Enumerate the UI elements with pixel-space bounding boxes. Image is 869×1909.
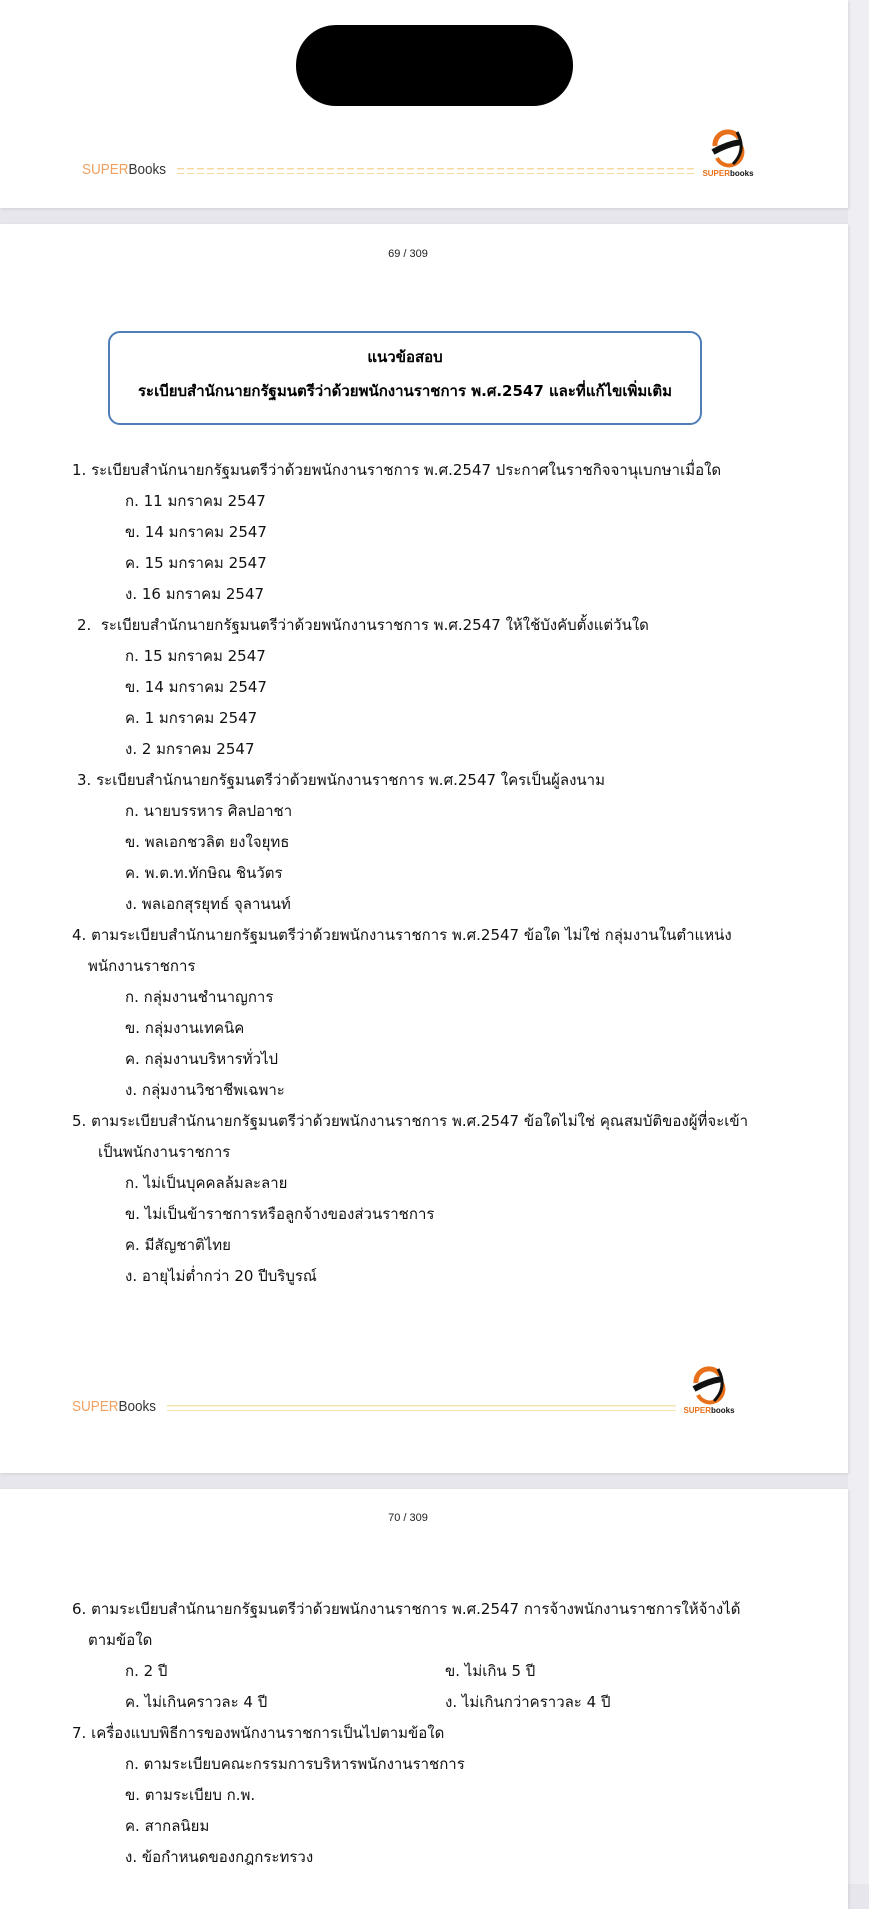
option: ข. 14 มกราคม 2547 [125,678,267,696]
option: ค. ไม่เกินคราวละ 4 ปี [125,1693,268,1711]
option: ก. 2 ปี [125,1662,168,1680]
question-4-continuation: พนักงานราชการ [88,957,196,975]
footer-divider [177,168,695,174]
question-4: 4. ตามระเบียบสำนักนายกรัฐมนตรีว่าด้วยพนักงานราชการ พ.ศ.2547 ข้อใด ไม่ใช่ กลุ่มงานในตำแหน่ง [72,926,732,944]
superbooks-logo: SUPERbooks [697,128,757,178]
question-6-continuation: ตามข้อใด [88,1631,153,1649]
page-footer [82,128,757,178]
question-5: 5. ตามระเบียบสำนักนายกรัฐมนตรีว่าด้วยพนักงานราชการ พ.ศ.2547 ข้อใดไม่ใช่ คุณสมบัติของผู้ที่จะเข้า [72,1112,749,1130]
document-page-69 [0,224,848,1473]
swoosh-logo-icon [707,128,747,168]
viewer-scroll-gutter [848,0,869,1884]
footer-divider [167,1405,676,1411]
section-title-box [108,331,702,425]
option: ค. 1 มกราคม 2547 [125,709,258,727]
option: ค. พ.ต.ท.ทักษิณ ชินวัตร [125,864,283,882]
option: ก. ไม่เป็นบุคคลล้มละลาย [125,1174,288,1192]
option: ง. กลุ่มงานวิชาชีพเฉพาะ [125,1081,285,1099]
document-page-70 [0,1489,848,1909]
option: ข. 14 มกราคม 2547 [125,523,267,541]
document-page-68 [0,0,848,208]
question-5-continuation: เป็นพนักงานราชการ [98,1143,231,1161]
superbooks-logo: SUPERbooks [678,1365,738,1415]
option: ก. 11 มกราคม 2547 [125,492,266,510]
question-2: 2. ระเบียบสำนักนายกรัฐมนตรีว่าด้วยพนักงานราชการ พ.ศ.2547 ให้ใช้บังคับตั้งแต่วันใด [77,616,649,634]
question-list [72,455,752,1292]
question-list [72,1594,752,1873]
page-number: 69 / 309 [388,248,428,260]
option: ก. ตามระเบียบคณะกรรมการบริหารพนักงานราชการ [125,1755,465,1773]
question-7: 7. เครื่องแบบพิธีการของพนักงานราชการเป็นไปตามข้อใด [72,1724,445,1742]
option: ค. กลุ่มงานบริหารทั่วไป [125,1050,279,1068]
option-grid [72,1656,752,1718]
option: ข. ไม่เป็นข้าราชการหรือลูกจ้างของส่วนราชการ [125,1205,435,1223]
option: ข. กลุ่มงานเทคนิค [125,1019,245,1037]
option: ค. สากลนิยม [125,1817,210,1835]
page-footer [72,1365,738,1415]
section-heading: แนวข้อสอบ [367,348,443,366]
option: ง. ไม่เกินกว่าคราวละ 4 ปี [445,1693,611,1711]
option: ง. 16 มกราคม 2547 [125,585,265,603]
option: ก. นายบรรหาร ศิลปอาชา [125,802,293,820]
page-number: 70 / 309 [388,1512,428,1524]
option: ค. มีสัญชาติไทย [125,1236,231,1254]
option: ง. อายุไม่ต่ำกว่า 20 ปีบริบูรณ์ [125,1267,317,1285]
question-1: 1. ระเบียบสำนักนายกรัฐมนตรีว่าด้วยพนักงานราชการ พ.ศ.2547 ประกาศในราชกิจจานุเบกษาเมื่อใด [72,461,722,479]
option: ค. 15 มกราคม 2547 [125,554,267,572]
option: ก. 15 มกราคม 2547 [125,647,266,665]
option: ข. ไม่เกิน 5 ปี [445,1662,536,1680]
option: ข. พลเอกชวลิต ยงใจยุทธ [125,833,290,851]
option: ง. ข้อกำหนดของกฎกระทรวง [125,1848,314,1866]
redacted-region [296,25,573,106]
swoosh-logo-icon [688,1365,728,1405]
question-6: 6. ตามระเบียบสำนักนายกรัฐมนตรีว่าด้วยพนักงานราชการ พ.ศ.2547 การจ้างพนักงานราชการให้จ้างได้ [72,1600,741,1618]
option: ข. ตามระเบียบ ก.พ. [125,1786,256,1804]
option: ก. กลุ่มงานชำนาญการ [125,988,274,1006]
question-3: 3. ระเบียบสำนักนายกรัฐมนตรีว่าด้วยพนักงานราชการ พ.ศ.2547 ใครเป็นผู้ลงนาม [77,771,605,789]
option: ง. 2 มกราคม 2547 [125,740,255,758]
footer-brand: SUPERBooks [72,1398,157,1415]
option: ง. พลเอกสุรยุทธ์ จุลานนท์ [125,895,291,913]
section-subheading: ระเบียบสำนักนายกรัฐมนตรีว่าด้วยพนักงานราชการ พ.ศ.2547 และที่แก้ไขเพิ่มเติม [137,382,673,400]
footer-brand: SUPERBooks [82,161,167,178]
